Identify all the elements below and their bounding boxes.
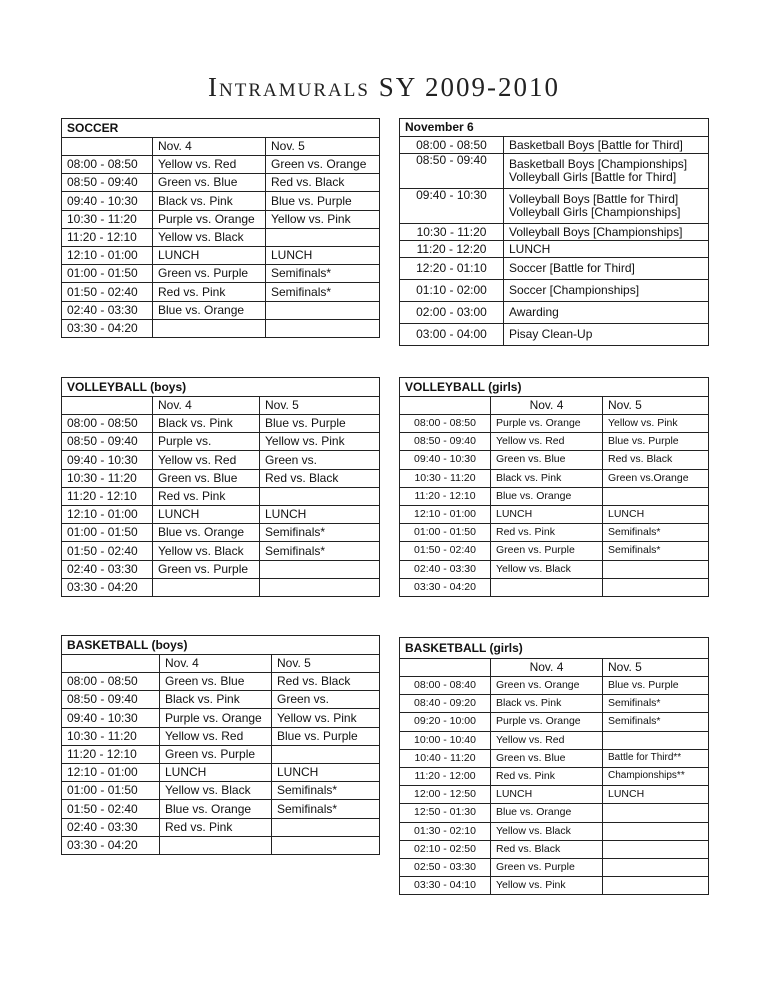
event-cell (504, 280, 709, 302)
time-slot: 09:20 - 10:00 (400, 713, 491, 731)
table-row (400, 433, 709, 451)
time-slot: 08:00 - 08:50 (62, 156, 153, 174)
event-line: Volleyball Girls [Battle for Third] (509, 170, 677, 184)
time-slot: 10:30 - 11:20 (400, 224, 504, 241)
match-cell: Semifinals* (272, 800, 380, 818)
match-cell: Yellow vs. Red (491, 433, 603, 451)
table-row (400, 877, 709, 895)
time-slot: 01:50 - 02:40 (400, 542, 491, 560)
time-slot: 01:00 - 01:50 (62, 782, 160, 800)
match-cell: Blue vs. Orange (491, 804, 603, 822)
header-blank (62, 138, 153, 156)
match-cell: Yellow vs. Black (153, 542, 260, 560)
event-cell (504, 189, 709, 224)
time-slot: 01:30 - 02:10 (400, 822, 491, 840)
match-cell (260, 487, 380, 505)
column-header: Nov. 4 (491, 397, 603, 415)
match-cell: Blue vs. Purple (266, 192, 380, 210)
volleyball-boys-table (61, 377, 380, 597)
table-row (62, 192, 380, 210)
match-cell (603, 877, 709, 895)
event-line: Soccer [Championships] (509, 283, 640, 298)
table-row (62, 319, 380, 337)
column-header: Nov. 4 (491, 659, 603, 677)
match-cell: Semifinals* (266, 283, 380, 301)
table-row (62, 283, 380, 301)
match-cell: Black vs. Pink (153, 415, 260, 433)
match-cell: Yellow vs. Red (153, 451, 260, 469)
match-cell: Semifinals* (603, 695, 709, 713)
match-cell: Red vs. Pink (491, 524, 603, 542)
match-cell: Yellow vs. Pink (266, 210, 380, 228)
match-cell: Yellow vs. Red (160, 727, 272, 745)
time-slot: 10:30 - 11:20 (62, 727, 160, 745)
table-title: November 6 (400, 119, 709, 137)
event-cell (504, 154, 709, 189)
time-slot: 03:30 - 04:20 (62, 319, 153, 337)
table-row (400, 415, 709, 433)
column-header: Nov. 4 (153, 397, 260, 415)
table-row (400, 302, 709, 324)
time-slot: 09:40 - 10:30 (62, 709, 160, 727)
table-row (62, 301, 380, 319)
table-row (400, 542, 709, 560)
table-row (62, 818, 380, 836)
match-cell: LUNCH (603, 786, 709, 804)
match-cell: Blue vs. Purple (603, 677, 709, 695)
match-cell (260, 578, 380, 596)
table-row (400, 324, 709, 346)
table-row (400, 524, 709, 542)
table-row (400, 258, 709, 280)
table-row (62, 265, 380, 283)
time-slot: 02:40 - 03:30 (62, 560, 153, 578)
event-cell (504, 241, 709, 258)
match-cell (603, 487, 709, 505)
table-row (62, 210, 380, 228)
time-slot: 03:30 - 04:20 (400, 578, 491, 596)
soccer-table (61, 118, 380, 338)
time-slot: 12:20 - 01:10 (400, 258, 504, 280)
match-cell: Red vs. Pink (491, 767, 603, 785)
match-cell: Green vs. (260, 451, 380, 469)
table-row (400, 858, 709, 876)
match-cell: Yellow vs. Black (160, 782, 272, 800)
match-cell: Red vs. Pink (153, 283, 266, 301)
event-line: LUNCH (509, 241, 551, 256)
time-slot: 11:20 - 12:10 (62, 228, 153, 246)
time-slot: 10:30 - 11:20 (62, 469, 153, 487)
time-slot: 09:40 - 10:30 (400, 189, 504, 224)
time-slot: 08:00 - 08:50 (62, 673, 160, 691)
match-cell: LUNCH (272, 763, 380, 781)
time-slot: 01:00 - 01:50 (62, 524, 153, 542)
match-cell: Green vs. Orange (491, 677, 603, 695)
match-cell (603, 840, 709, 858)
table-row (62, 228, 380, 246)
header-blank (62, 655, 160, 673)
match-cell: Black vs. Pink (160, 691, 272, 709)
match-cell: Yellow vs. Black (153, 228, 266, 246)
table-row (400, 578, 709, 596)
match-cell: Green vs. Blue (491, 451, 603, 469)
table-row (62, 415, 380, 433)
table-row (62, 524, 380, 542)
time-slot: 03:30 - 04:10 (400, 877, 491, 895)
time-slot: 10:30 - 11:20 (400, 469, 491, 487)
match-cell: Green vs. Orange (266, 156, 380, 174)
table-row (400, 840, 709, 858)
basketball-girls-table (399, 637, 709, 895)
event-line: Volleyball Boys [Championships] (509, 224, 683, 239)
match-cell: Green vs. Purple (160, 745, 272, 763)
match-cell: Red vs. Black (272, 673, 380, 691)
match-cell: Yellow vs. Red (491, 731, 603, 749)
time-slot: 01:00 - 01:50 (62, 265, 153, 283)
match-cell (160, 836, 272, 854)
match-cell (266, 319, 380, 337)
table-row (62, 800, 380, 818)
match-cell: Green vs.Orange (603, 469, 709, 487)
match-cell: Blue vs. Orange (153, 301, 266, 319)
match-cell: LUNCH (491, 786, 603, 804)
table-row (400, 749, 709, 767)
column-header: Nov. 5 (603, 397, 709, 415)
table-row (62, 578, 380, 596)
time-slot: 10:00 - 10:40 (400, 731, 491, 749)
match-cell: Red vs. Black (491, 840, 603, 858)
match-cell: Red vs. Pink (153, 487, 260, 505)
event-line: Volleyball Boys [Battle for Third] (509, 192, 679, 207)
time-slot: 11:20 - 12:00 (400, 767, 491, 785)
match-cell: Yellow vs. Pink (272, 709, 380, 727)
time-slot: 09:40 - 10:30 (62, 451, 153, 469)
time-slot: 08:00 - 08:50 (400, 137, 504, 154)
table-row (62, 487, 380, 505)
table-row (62, 542, 380, 560)
time-slot: 03:30 - 04:20 (62, 836, 160, 854)
match-cell: Blue vs. Purple (603, 433, 709, 451)
table-row (62, 836, 380, 854)
event-cell (504, 258, 709, 280)
time-slot: 12:50 - 01:30 (400, 804, 491, 822)
column-header: Nov. 4 (153, 138, 266, 156)
time-slot: 12:10 - 01:00 (62, 246, 153, 264)
match-cell: LUNCH (153, 246, 266, 264)
match-cell: Semifinals* (260, 524, 380, 542)
table-row (400, 804, 709, 822)
table-row (62, 782, 380, 800)
table-row (400, 731, 709, 749)
match-cell: LUNCH (266, 246, 380, 264)
time-slot: 11:20 - 12:20 (400, 241, 504, 258)
time-slot: 01:50 - 02:40 (62, 542, 153, 560)
match-cell: Green vs. Purple (491, 542, 603, 560)
match-cell: Purple vs. Orange (491, 415, 603, 433)
match-cell: Purple vs. Orange (160, 709, 272, 727)
match-cell: Yellow vs. Pink (491, 877, 603, 895)
event-cell (504, 324, 709, 346)
time-slot: 08:00 - 08:50 (62, 415, 153, 433)
time-slot: 12:10 - 01:00 (400, 505, 491, 523)
table-row (400, 713, 709, 731)
table-title: BASKETBALL (girls) (400, 638, 709, 659)
table-row (62, 763, 380, 781)
time-slot: 11:20 - 12:10 (62, 745, 160, 763)
table-row (62, 691, 380, 709)
time-slot: 09:40 - 10:30 (62, 192, 153, 210)
table-row (400, 560, 709, 578)
column-header: Nov. 5 (272, 655, 380, 673)
event-line: Basketball Boys [Championships] (509, 157, 688, 172)
match-cell (272, 745, 380, 763)
column-header: Nov. 5 (260, 397, 380, 415)
time-slot: 01:00 - 01:50 (400, 524, 491, 542)
time-slot: 01:10 - 02:00 (400, 280, 504, 302)
match-cell: LUNCH (260, 505, 380, 523)
table-row (62, 505, 380, 523)
table-title: SOCCER (62, 119, 380, 138)
table-row (62, 174, 380, 192)
time-slot: 02:40 - 03:30 (62, 301, 153, 319)
time-slot: 08:50 - 09:40 (400, 433, 491, 451)
event-cell (504, 302, 709, 324)
match-cell: LUNCH (153, 505, 260, 523)
match-cell: Green vs. Purple (153, 560, 260, 578)
time-slot: 08:00 - 08:50 (400, 415, 491, 433)
table-row (400, 505, 709, 523)
time-slot: 02:40 - 03:30 (62, 818, 160, 836)
table-row (400, 280, 709, 302)
table-title: BASKETBALL (boys) (62, 636, 380, 655)
match-cell: Blue vs. Orange (160, 800, 272, 818)
time-slot: 12:00 - 12:50 (400, 786, 491, 804)
table-row (62, 451, 380, 469)
event-cell (504, 137, 709, 154)
match-cell: Red vs. Black (266, 174, 380, 192)
match-cell: Red vs. Black (260, 469, 380, 487)
time-slot: 10:40 - 11:20 (400, 749, 491, 767)
match-cell: Semifinals* (603, 713, 709, 731)
match-cell: Green vs. Purple (153, 265, 266, 283)
match-cell (272, 836, 380, 854)
match-cell: Battle for Third** (603, 749, 709, 767)
match-cell: Black vs. Pink (491, 695, 603, 713)
match-cell (491, 578, 603, 596)
time-slot: 12:10 - 01:00 (62, 505, 153, 523)
match-cell (603, 560, 709, 578)
time-slot: 03:00 - 04:00 (400, 324, 504, 346)
table-row (400, 822, 709, 840)
november-6-table (399, 118, 709, 346)
match-cell: Red vs. Pink (160, 818, 272, 836)
match-cell (260, 560, 380, 578)
event-cell (504, 224, 709, 241)
event-line: Basketball Boys [Battle for Third] (509, 137, 683, 152)
table-row (400, 241, 709, 258)
match-cell: Red vs. Black (603, 451, 709, 469)
match-cell: Semifinals* (266, 265, 380, 283)
match-cell: LUNCH (603, 505, 709, 523)
match-cell: Purple vs. Orange (153, 210, 266, 228)
time-slot: 08:50 - 09:40 (62, 433, 153, 451)
table-row (400, 137, 709, 154)
basketball-boys-table (61, 635, 380, 855)
match-cell: Blue vs. Purple (272, 727, 380, 745)
time-slot: 08:50 - 09:40 (62, 174, 153, 192)
time-slot: 08:50 - 09:40 (400, 154, 504, 189)
table-row (62, 469, 380, 487)
table-row (400, 487, 709, 505)
match-cell: Yellow vs. Pink (603, 415, 709, 433)
table-row (62, 709, 380, 727)
match-cell (603, 731, 709, 749)
match-cell: Green vs. Blue (160, 673, 272, 691)
match-cell (603, 578, 709, 596)
match-cell: LUNCH (491, 505, 603, 523)
page-title: Intramurals SY 2009-2010 (208, 72, 560, 102)
table-row (62, 156, 380, 174)
table-row (400, 469, 709, 487)
table-row (62, 560, 380, 578)
table-row (400, 677, 709, 695)
table-row (400, 224, 709, 241)
table-row (400, 786, 709, 804)
match-cell: Purple vs. Orange (491, 713, 603, 731)
match-cell: Green vs. Purple (491, 858, 603, 876)
table-title: VOLLEYBALL (girls) (400, 378, 709, 397)
match-cell: Championships** (603, 767, 709, 785)
time-slot: 08:50 - 09:40 (62, 691, 160, 709)
table-row (400, 189, 709, 224)
match-cell: Yellow vs. Red (153, 156, 266, 174)
match-cell: Green vs. (272, 691, 380, 709)
match-cell (153, 319, 266, 337)
match-cell: Purple vs. (153, 433, 260, 451)
match-cell: Blue vs. Orange (153, 524, 260, 542)
time-slot: 02:00 - 03:00 (400, 302, 504, 324)
time-slot: 01:50 - 02:40 (62, 283, 153, 301)
match-cell (153, 578, 260, 596)
match-cell (603, 858, 709, 876)
time-slot: 08:40 - 09:20 (400, 695, 491, 713)
match-cell: LUNCH (160, 763, 272, 781)
table-row (62, 246, 380, 264)
volleyball-girls-table (399, 377, 709, 597)
header-blank (400, 397, 491, 415)
match-cell: Semifinals* (603, 524, 709, 542)
match-cell: Blue vs. Orange (491, 487, 603, 505)
header-blank (400, 659, 491, 677)
match-cell (266, 301, 380, 319)
time-slot: 01:50 - 02:40 (62, 800, 160, 818)
table-row (400, 695, 709, 713)
time-slot: 08:00 - 08:40 (400, 677, 491, 695)
match-cell: Yellow vs. Pink (260, 433, 380, 451)
table-row (62, 745, 380, 763)
table-row (62, 673, 380, 691)
match-cell: Green vs. Blue (153, 174, 266, 192)
header-blank (62, 397, 153, 415)
time-slot: 09:40 - 10:30 (400, 451, 491, 469)
match-cell: Black vs. Pink (491, 469, 603, 487)
match-cell: Blue vs. Purple (260, 415, 380, 433)
time-slot: 11:20 - 12:10 (62, 487, 153, 505)
match-cell: Green vs. Blue (491, 749, 603, 767)
column-header: Nov. 4 (160, 655, 272, 673)
table-row (400, 154, 709, 189)
table-row (62, 727, 380, 745)
table-row (400, 767, 709, 785)
match-cell: Semifinals* (260, 542, 380, 560)
match-cell: Semifinals* (272, 782, 380, 800)
time-slot: 02:10 - 02:50 (400, 840, 491, 858)
time-slot: 10:30 - 11:20 (62, 210, 153, 228)
event-line: Pisay Clean-Up (509, 327, 593, 342)
table-title: VOLLEYBALL (boys) (62, 378, 380, 397)
event-line: Volleyball Girls [Championships] (509, 205, 681, 219)
match-cell (266, 228, 380, 246)
time-slot: 03:30 - 04:20 (62, 578, 153, 596)
table-row (400, 451, 709, 469)
time-slot: 02:50 - 03:30 (400, 858, 491, 876)
match-cell: Yellow vs. Black (491, 822, 603, 840)
match-cell: Black vs. Pink (153, 192, 266, 210)
time-slot: 02:40 - 03:30 (400, 560, 491, 578)
match-cell (603, 804, 709, 822)
match-cell (603, 822, 709, 840)
match-cell: Yellow vs. Black (491, 560, 603, 578)
event-line: Awarding (509, 305, 559, 320)
time-slot: 12:10 - 01:00 (62, 763, 160, 781)
time-slot: 11:20 - 12:10 (400, 487, 491, 505)
table-row (62, 433, 380, 451)
event-line: Soccer [Battle for Third] (509, 261, 635, 276)
match-cell: Green vs. Blue (153, 469, 260, 487)
column-header: Nov. 5 (266, 138, 380, 156)
column-header: Nov. 5 (603, 659, 709, 677)
match-cell (272, 818, 380, 836)
match-cell: Semifinals* (603, 542, 709, 560)
